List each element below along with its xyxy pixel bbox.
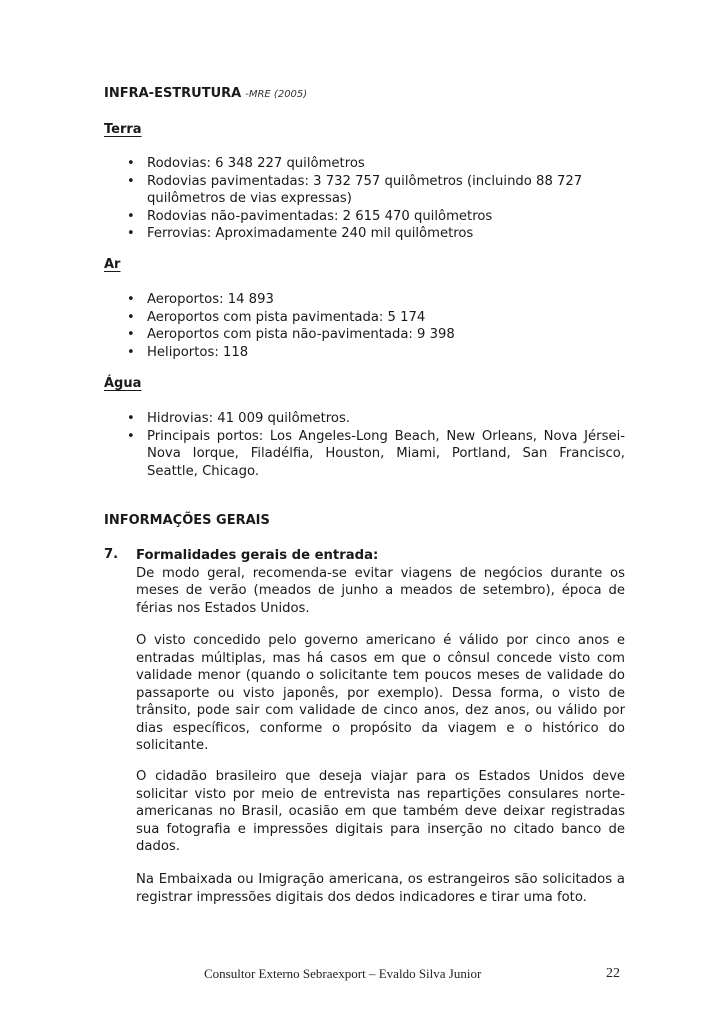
item-title: Formalidades gerais de entrada: bbox=[136, 548, 379, 563]
paragraph: O cidadão brasileiro que deseja viajar para os Estados Unidos deve solicitar visto por meio de entrevista nas repartições consulares norte-americanas no Brasil, ocasião em que também deve deixar registradas sua fotografia e impressões digitais para inserção no citado banco de dados. bbox=[136, 769, 625, 854]
section-title-terra: Terra bbox=[104, 122, 142, 137]
item-number: 7. bbox=[104, 547, 119, 562]
agua-list bbox=[125, 410, 625, 480]
bullet-icon: • bbox=[127, 411, 135, 426]
bullet-icon: • bbox=[127, 292, 135, 307]
bullet-icon: • bbox=[127, 208, 135, 224]
ar-list bbox=[125, 291, 605, 361]
paragraph: Na Embaixada ou Imigração americana, os estrangeiros são solicitados a registrar impressões digitais dos dedos indicadores e tirar uma foto. bbox=[136, 872, 625, 905]
bullet-icon: • bbox=[127, 173, 135, 189]
general-info-heading: INFORMAÇÕES GERAIS bbox=[104, 513, 270, 528]
bullet-icon: • bbox=[127, 327, 135, 342]
paragraph: O visto concedido pelo governo americano é válido por cinco anos e entradas múltiplas, mas há casos em que o cônsul concede visto com validade menor (quando o solicitante tem poucos meses de validade do passaporte ou visto japonês, por exemplo). Dessa forma, o visto de trânsito, pode sair com validade de cinco anos, dez anos, ou válido por dias específicos, conforme o propósito da viagem e o histórico do solicitante. bbox=[136, 633, 625, 753]
section-title-ar: Ar bbox=[104, 257, 121, 272]
list-item: • Rodovias: 6 348 227 quilômetros bbox=[127, 156, 365, 171]
infrastructure-heading bbox=[104, 86, 307, 101]
bullet-icon: • bbox=[127, 309, 135, 325]
list-item: • Rodovias não-pavimentadas: 2 615 470 quilômetros bbox=[127, 208, 493, 224]
list-item: • Heliportos: 118 bbox=[127, 344, 249, 360]
section-title-agua: Água bbox=[104, 376, 142, 391]
page-number: 22 bbox=[606, 966, 620, 981]
paragraph: De modo geral, recomenda-se evitar viagens de negócios durante os meses de verão (meados de junho a meados de setembro), época de férias nos Estados Unidos. bbox=[136, 565, 625, 616]
list-item: • Aeroportos: 14 893 bbox=[127, 292, 274, 307]
item-block bbox=[136, 547, 625, 617]
list-item: • Aeroportos com pista não-pavimentada: 9 398 bbox=[127, 327, 455, 342]
infrastructure-title: INFRA-ESTRUTURA bbox=[104, 86, 242, 101]
terra-list bbox=[125, 155, 605, 243]
list-item: • Hidrovias: 41 009 quilômetros. bbox=[127, 411, 351, 426]
list-item: • Rodovias pavimentadas: 3 732 757 quilômetros (incluindo 88 727 quilômetros de vias expressas) bbox=[127, 173, 583, 206]
bullet-icon: • bbox=[127, 226, 135, 241]
footer-author: Consultor Externo Sebraexport – Evaldo Silva Junior bbox=[204, 966, 482, 981]
list-item: • Aeroportos com pista pavimentada: 5 174 bbox=[127, 309, 426, 325]
infrastructure-source: -MRE (2005) bbox=[245, 89, 308, 100]
list-item: • Ferrovias: Aproximadamente 240 mil quilômetros bbox=[127, 226, 474, 241]
list-item: • Principais portos: Los Angeles-Long Beach, New Orleans, Nova Jérsei- Nova Iorque, Filadélfia, Houston, Miami, Portland, San Francisco, Seattle, Chicago. bbox=[127, 428, 625, 479]
bullet-icon: • bbox=[127, 428, 135, 444]
bullet-icon: • bbox=[127, 156, 135, 171]
bullet-icon: • bbox=[127, 344, 135, 360]
